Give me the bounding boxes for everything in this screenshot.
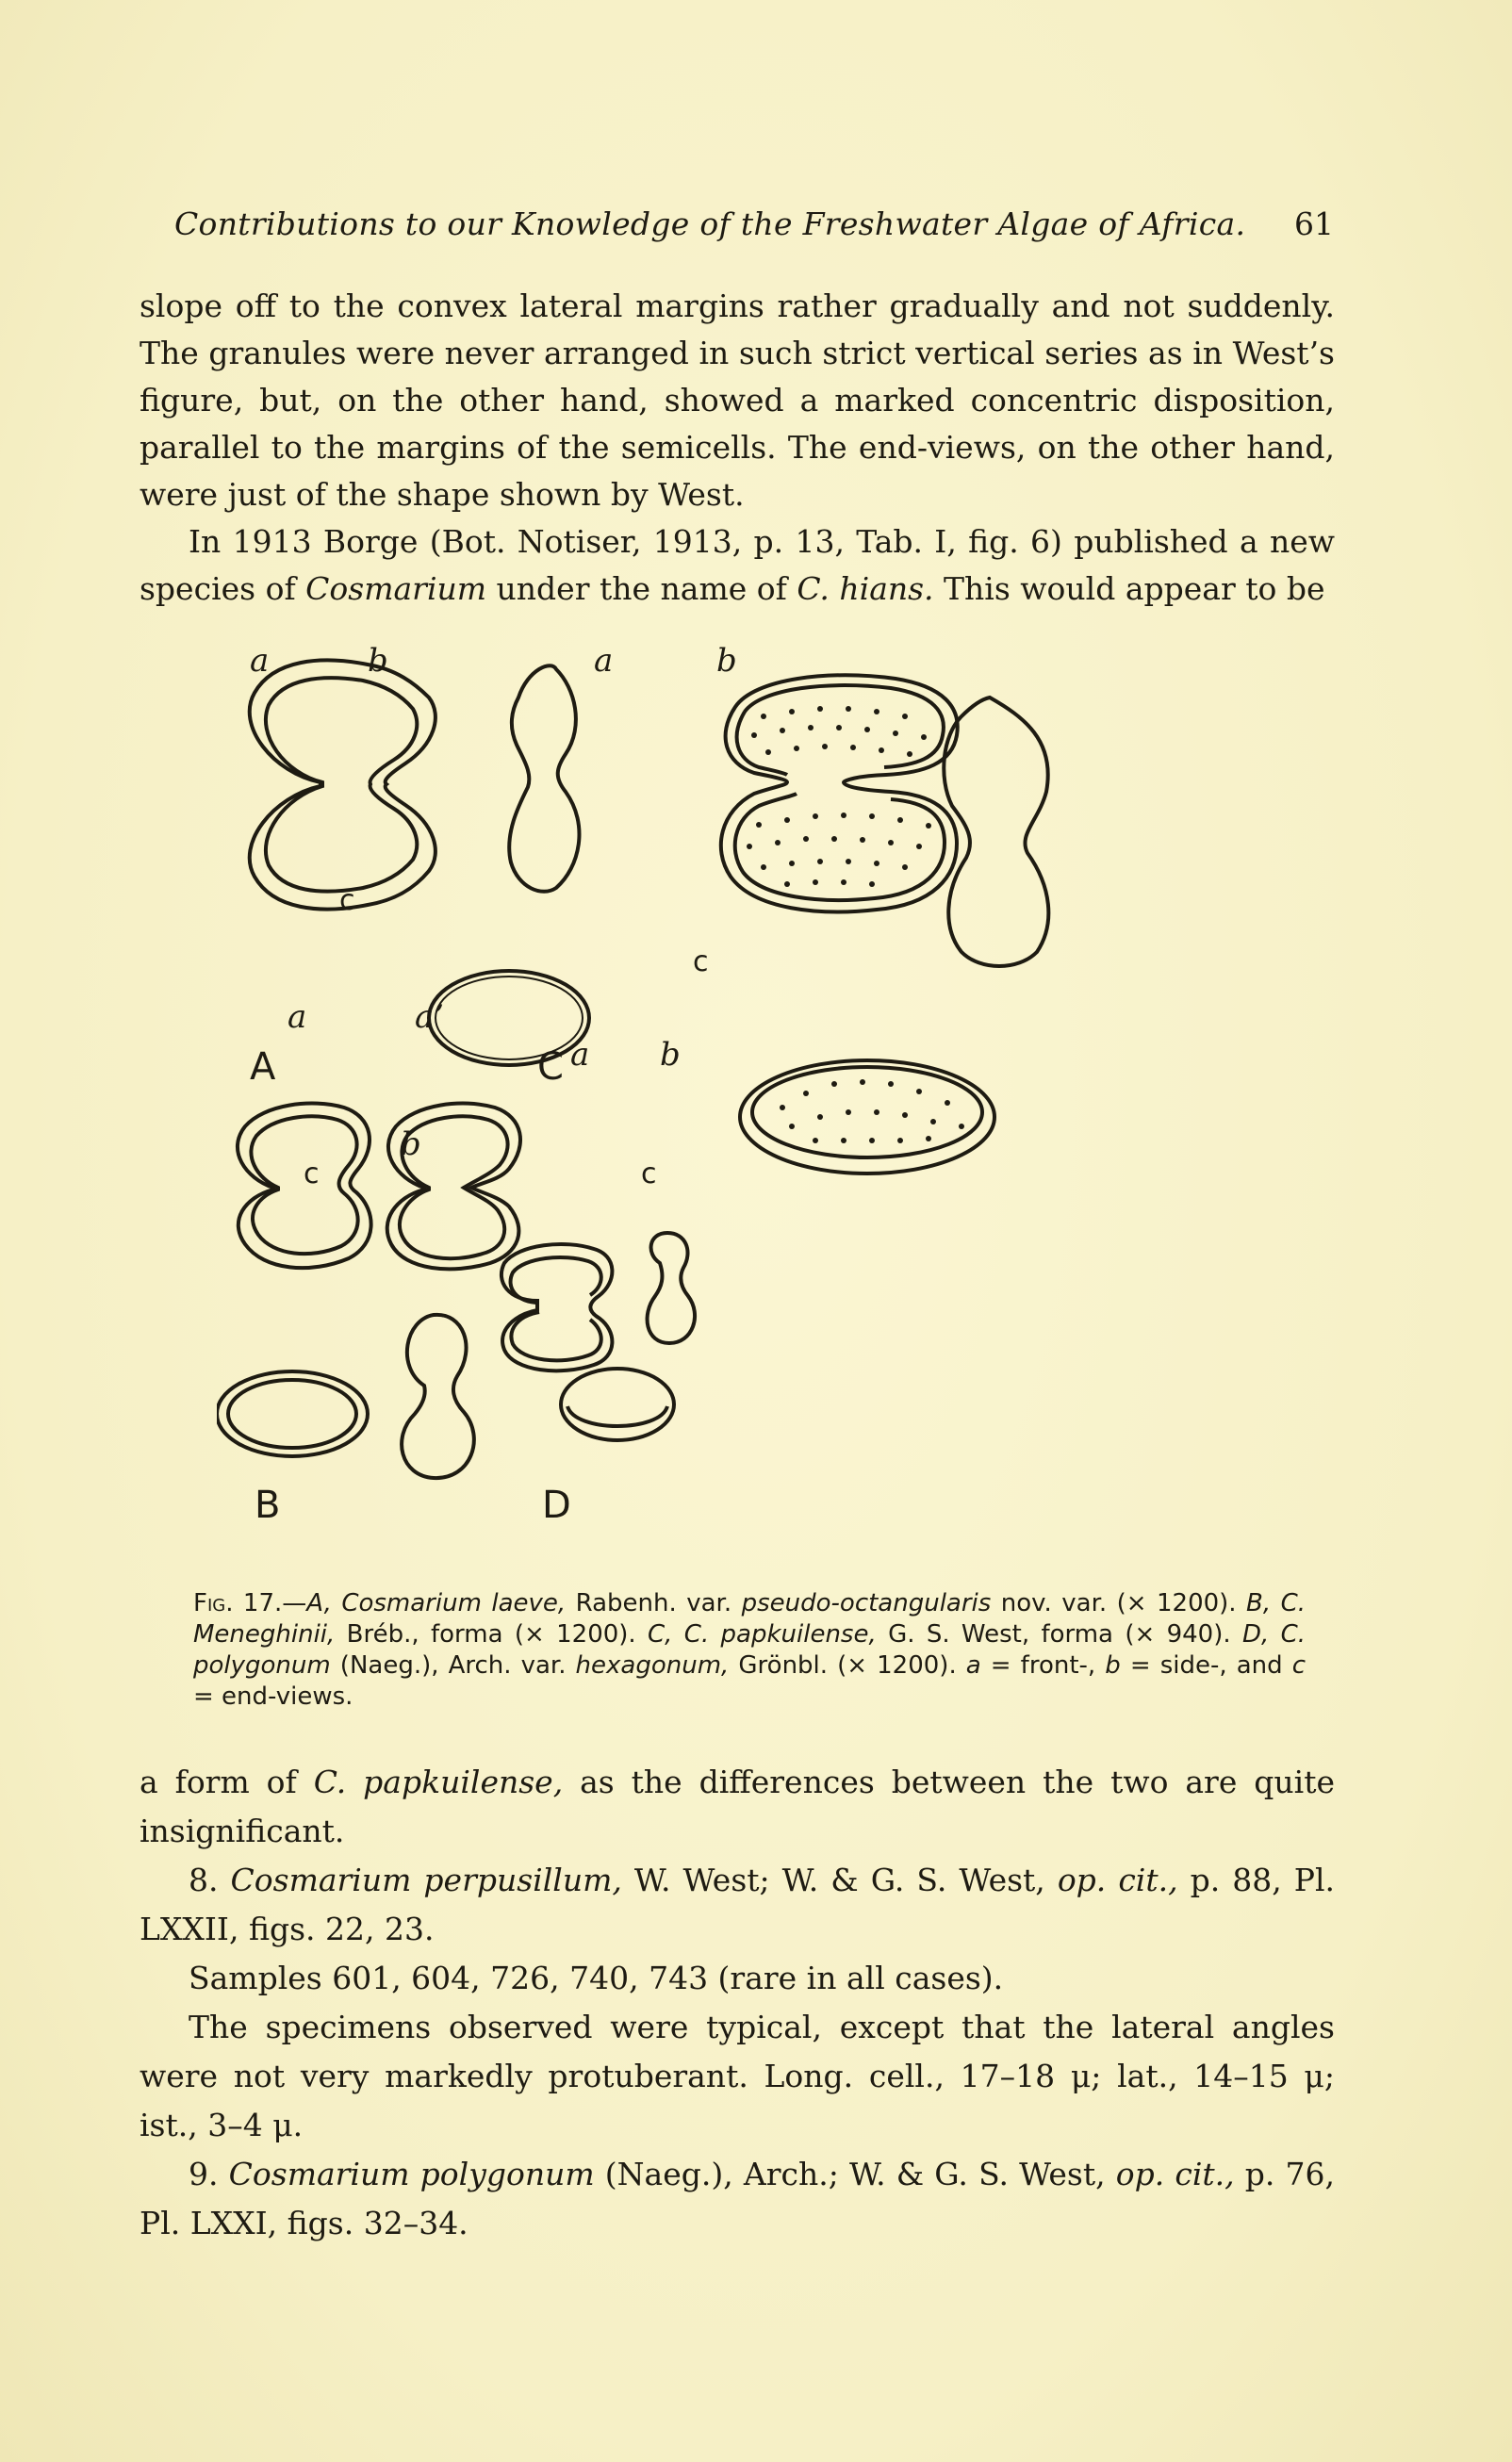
caption-species-a: Cosmarium laeve,	[341, 1589, 567, 1617]
paragraph-samples: Samples 601, 604, 726, 740, 743 (rare in all cases).	[189, 1960, 1004, 1996]
text-run: under the name of	[486, 570, 797, 607]
caption-text: Bréb., forma (× 1200).	[335, 1620, 636, 1649]
text-run: p. 88, Pl. LXXII, figs. 22, 23.	[140, 1862, 1335, 1947]
fig-c-side-view	[944, 698, 1048, 966]
caption-panel-c: C,	[635, 1620, 673, 1649]
caption-panel-a: A,	[306, 1589, 332, 1617]
running-head-title: Contributions to our Knowledge of the Freshwater Algae of Africa.	[174, 205, 1246, 242]
label-b-end: c	[304, 1157, 320, 1190]
caption-text: (Naeg.), Arch. var.	[330, 1651, 567, 1680]
text-run: p. 76, Pl. LXXI, figs. 32–34.	[140, 2156, 1336, 2241]
caption-species-c: C. papkuilense,	[672, 1620, 877, 1649]
caption-text: Grönbl. (× 1200).	[729, 1651, 957, 1680]
text-run: In 1913 Borge (Bot. Notiser, 1913, p. 13, Tab. I, fig. 6) published a new species of	[140, 523, 1335, 607]
label-d-front: a	[570, 1036, 590, 1074]
figure-caption	[193, 1588, 1306, 1713]
text-run: This would appear to be	[933, 570, 1325, 607]
species-name: Cosmarium polygonum	[228, 2156, 595, 2192]
label-c-front: a	[594, 642, 614, 680]
text-run: 8.	[189, 1862, 231, 1898]
fig-a-side-view	[509, 665, 579, 892]
label-a-side: b	[368, 642, 388, 680]
caption-variety-a: pseudo-octangularis	[741, 1589, 992, 1617]
text-run: W. West; W. & G. S. West,	[621, 1862, 1058, 1898]
panel-label-b: B	[255, 1484, 281, 1527]
label-b-front-prime: a’	[415, 998, 445, 1036]
caption-species-d: C. polygonum	[193, 1620, 1307, 1680]
fig-d-side-view	[648, 1233, 695, 1343]
label-b-front: a	[288, 998, 307, 1036]
caption-panel-d: D,	[1230, 1620, 1270, 1649]
genus-name: Cosmarium	[305, 570, 487, 607]
figure-drawing	[217, 641, 1310, 1565]
label-a-front: a	[250, 642, 270, 680]
paragraph-form	[140, 1758, 1335, 1856]
fig-a-end-view	[429, 971, 589, 1065]
paragraph-specimens: The specimens observed were typical, except that the lateral angles were not very markedly protuberant. Long. cell., 17–18 μ; lat., 14–15 μ; ist., 3–4 μ.	[140, 2009, 1335, 2143]
running-head	[174, 205, 1334, 251]
paragraph-species-8	[140, 1856, 1335, 1954]
figure-17	[217, 641, 1310, 1565]
panel-label-d: D	[542, 1484, 571, 1527]
text-run: as the differences between the two are quite insignificant.	[140, 1764, 1336, 1849]
caption-text: = end-views.	[193, 1682, 353, 1711]
paragraph-borge	[140, 518, 1335, 613]
citation: op. cit.,	[1115, 2156, 1235, 2192]
label-c-side: b	[716, 642, 737, 680]
top-text	[140, 283, 1335, 613]
species-name: C. hians.	[797, 570, 934, 607]
caption-species-b: C. Meneghinii,	[193, 1589, 1307, 1649]
caption-text: G. S. West, forma (× 940).	[876, 1620, 1231, 1649]
label-b-side: b	[401, 1125, 421, 1163]
paragraph-species-9	[140, 2150, 1335, 2248]
fig-b-side-view	[402, 1315, 474, 1478]
fig-d-end-view	[561, 1369, 674, 1440]
caption-variety-d: hexagonum,	[566, 1651, 730, 1680]
label-d-side: b	[660, 1036, 681, 1074]
text-run: 9.	[189, 2156, 229, 2192]
caption-text: = front-,	[980, 1651, 1096, 1680]
caption-text: nov. var. (× 1200).	[991, 1589, 1237, 1617]
citation: op. cit.,	[1057, 1862, 1178, 1898]
text-run: a form of	[140, 1764, 314, 1800]
label-d-end: c	[641, 1157, 657, 1190]
label-c-end: c	[693, 945, 709, 978]
label-a-end: c	[339, 884, 355, 917]
caption-key-b: b	[1095, 1651, 1121, 1680]
species-name: Cosmarium perpusillum,	[230, 1862, 622, 1898]
panel-label-c: C	[537, 1045, 564, 1089]
fig-d-front-view	[501, 1244, 613, 1371]
caption-text: = side-, and	[1120, 1651, 1283, 1680]
caption-fig-label: Fig. 17.—	[193, 1589, 307, 1617]
fig-a-front-view	[250, 660, 436, 909]
fig-c-end-view	[740, 1060, 994, 1174]
caption-text: Rabenh. var.	[566, 1589, 742, 1617]
species-name: C. papkuilense,	[313, 1764, 564, 1800]
page-number: 61	[1294, 205, 1334, 242]
panel-label-a: A	[250, 1045, 276, 1089]
caption-key-c: c	[1282, 1651, 1306, 1680]
text-run: (Naeg.), Arch.; W. & G. S. West,	[594, 2156, 1116, 2192]
caption-key-a: a	[956, 1651, 981, 1680]
fig-b-end-view	[217, 1371, 368, 1456]
caption-panel-b: B,	[1236, 1589, 1272, 1617]
fig-c-front-view	[721, 675, 958, 911]
paragraph-continuation: slope off to the convex lateral margins rather gradually and not suddenly. The granules were never arranged in such strict vertical series as in West’s figure, but, on the other hand, showed a marked concentric disposition, parallel to the margins of the semicells. The end-views, on the other hand, were just of the shape shown by West.	[140, 287, 1335, 513]
lower-text	[140, 1758, 1335, 2248]
